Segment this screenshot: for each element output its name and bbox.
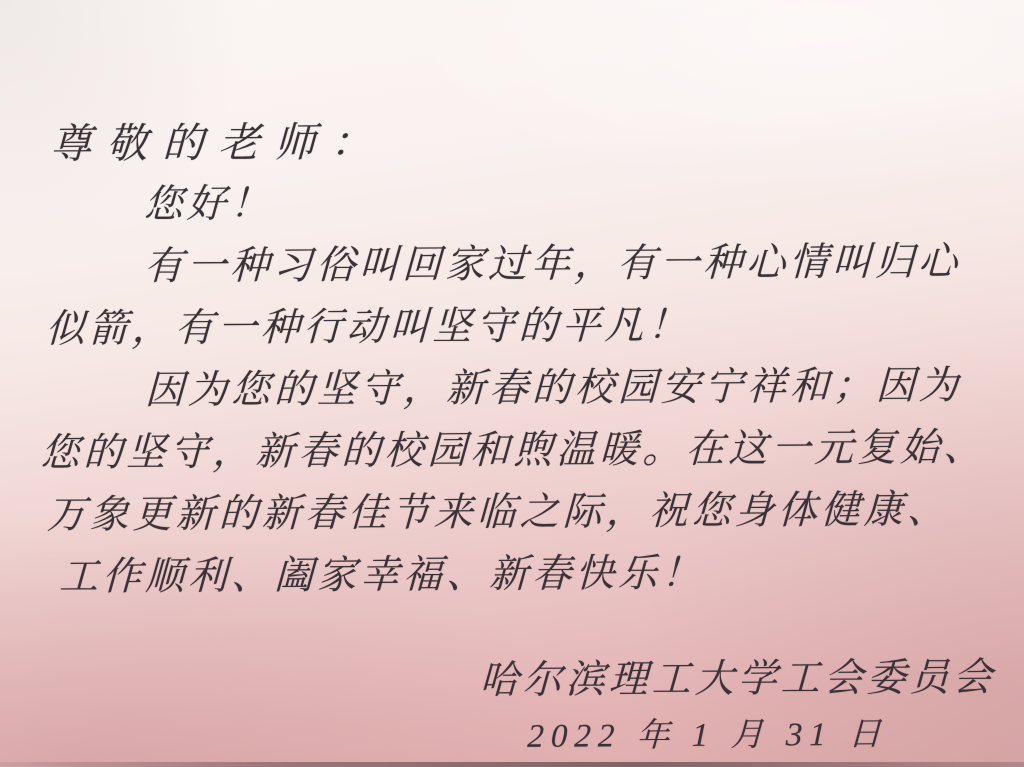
photo-bottom-edge	[0, 762, 1024, 767]
body-line-3: 因为您的坚守，新春的校园安宁祥和；因为	[144, 364, 963, 413]
date: 2022 年 1 月 31 日	[526, 716, 889, 755]
greeting: 您好！	[143, 182, 274, 227]
body-line-1: 有一种习俗叫回家过年，有一种心情叫归心	[143, 240, 962, 289]
body-line-5: 万象更新的新春佳节来临之际，祝您身体健康、	[46, 488, 951, 537]
body-line-6: 工作顺利、阖家幸福、新春快乐！	[58, 551, 705, 599]
body-line-4: 您的坚守，新春的校园和煦温暖。在这一元复始、	[39, 426, 988, 475]
signature: 哈尔滨理工大学工会委员会	[479, 656, 997, 703]
salutation: 尊敬的老师：	[49, 118, 388, 167]
body-line-2: 似箭，有一种行动叫坚守的平凡！	[45, 303, 692, 351]
